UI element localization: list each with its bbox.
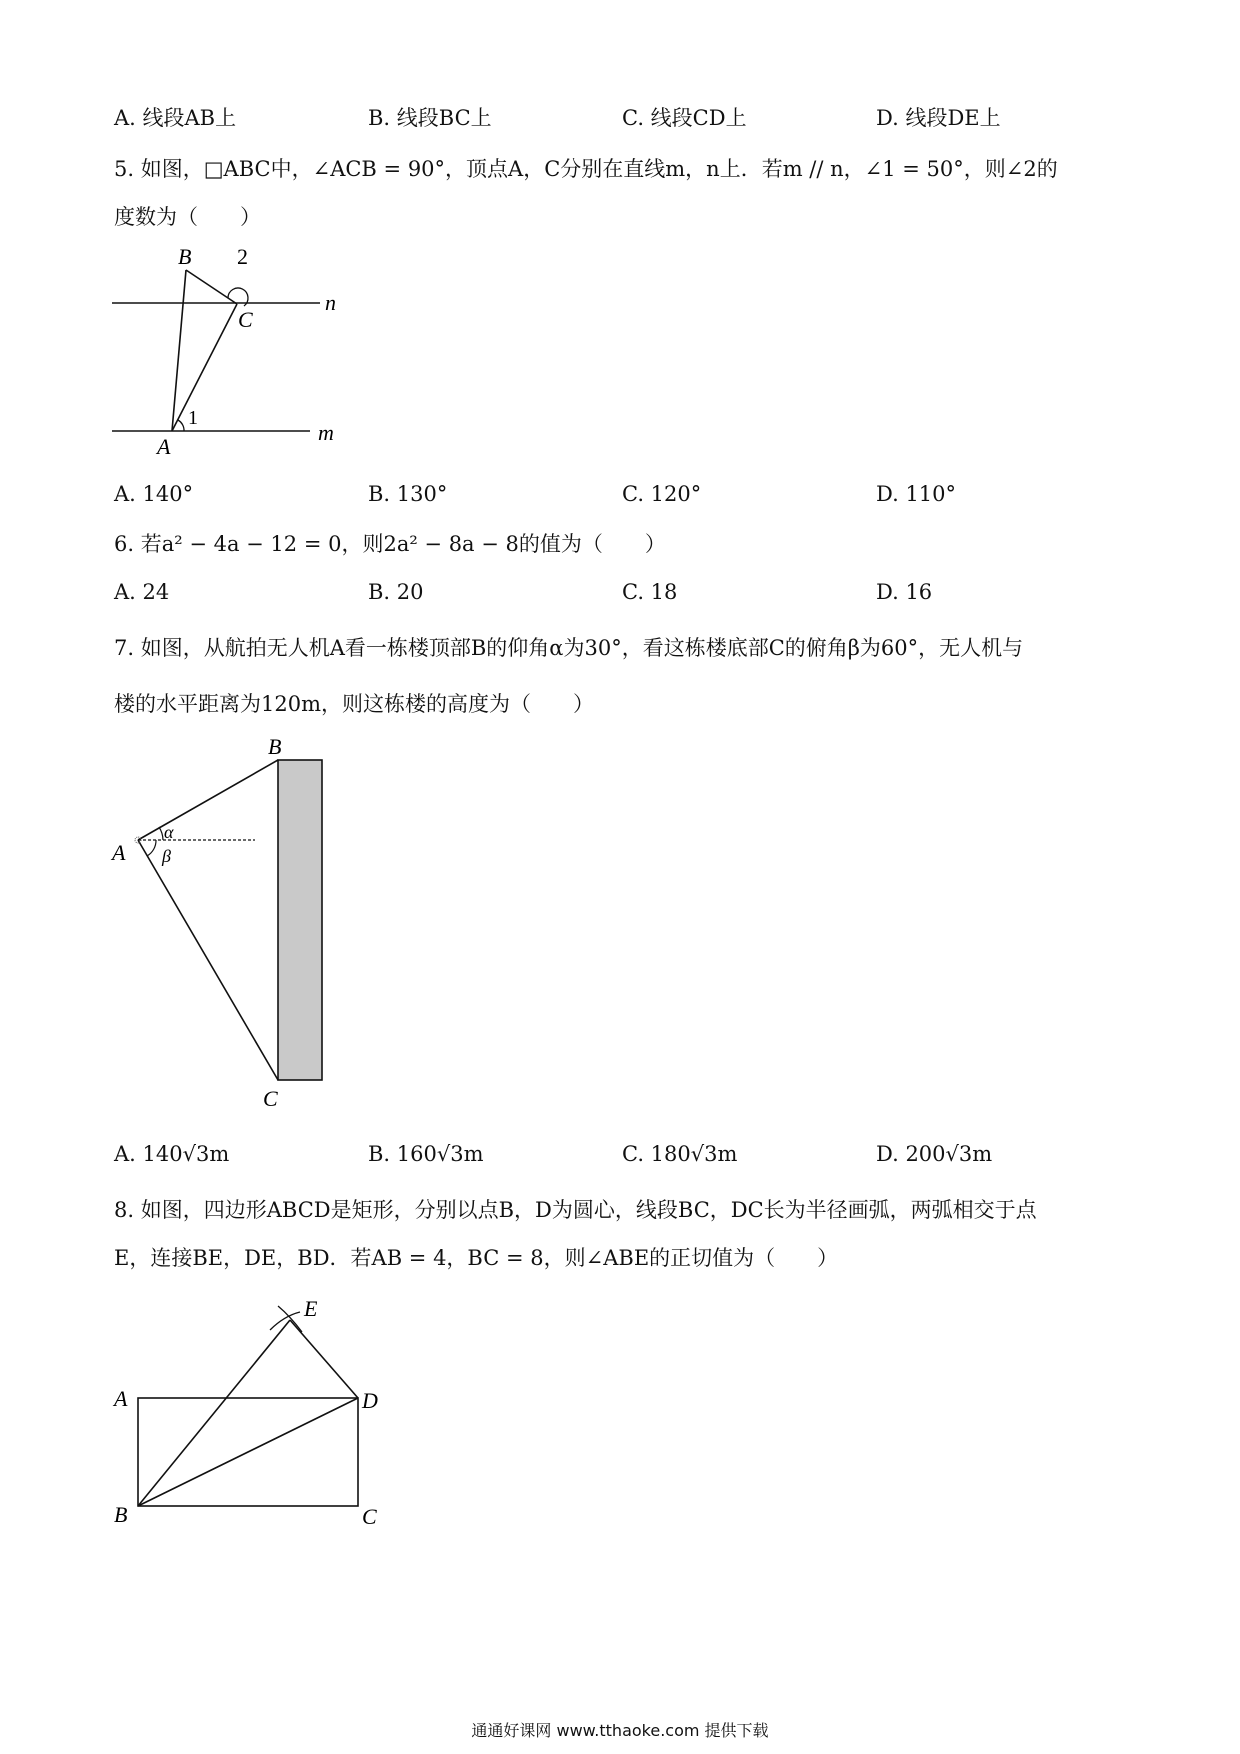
label-n: n [325,290,336,315]
q7-option-a: A. 140√3m [114,1142,230,1166]
q4-option-d: D. 线段DE上 [876,106,1001,130]
label-e: E [304,1296,318,1321]
q4-option-a: A. 线段AB上 [114,106,237,130]
q5-stem-line1: 5. 如图，□ABC中，∠ACB = 90°，顶点A，C分别在直线m，n上．若m // n，∠1 = 50°，则∠2的 [114,157,1058,181]
page-footer: 通通好课网 www.tthaoke.com 提供下载 [471,1721,769,1740]
q5-option-b: B. 130° [368,482,448,506]
label-alpha: α [164,822,174,842]
label-b: B [178,244,192,269]
label-a: A [157,434,171,458]
q6-option-c: C. 18 [622,580,678,604]
q6-stem-line1: 6. 若a² − 4a − 12 = 0，则2a² − 8a − 8的值为（ ） [114,532,666,556]
label-a: A [112,840,126,865]
q5-option-c: C. 120° [622,482,702,506]
q4-option-b: B. 线段BC上 [368,106,492,130]
q7-option-d: D. 200√3m [876,1142,993,1166]
label-a: A [114,1386,128,1411]
label-beta: β [162,846,171,866]
q4-option-c: C. 线段CD上 [622,106,747,130]
angle-alpha-arc [159,827,163,840]
angle-beta-arc [147,840,156,856]
q5-option-a: A. 140° [114,482,194,506]
q5-option-d: D. 110° [876,482,957,506]
q8-figure [100,1290,400,1550]
label-b: B [114,1502,128,1527]
label-c: C [263,1086,278,1111]
q6-option-a: A. 24 [114,580,170,604]
segment-bd [138,1398,358,1506]
q7-stem-line1: 7. 如图，从航拍无人机A看一栋楼顶部B的仰角α为30°，看这栋楼底部C的俯角β为60°，无人机与 [114,636,1024,660]
q8-stem-line1: 8. 如图，四边形ABCD是矩形，分别以点B，D为圆心，线段BC，DC长为半径画弧，两弧相交于点 [114,1198,1037,1222]
segment-bc [186,270,237,304]
q5-stem-line2: 度数为（ ） [114,205,261,229]
angle-1-arc [178,420,184,431]
q7-stem-line2: 楼的水平距离为120m，则这栋楼的高度为（ ） [114,692,594,716]
label-d: D [362,1388,378,1413]
q7-figure [100,730,360,1120]
label-c: C [238,307,253,332]
label-b: B [268,734,282,759]
q7-option-c: C. 180√3m [622,1142,738,1166]
q8-stem-line2: E，连接BE，DE，BD．若AB = 4，BC = 8，则∠ABE的正切值为（ ） [114,1246,839,1270]
segment-be [138,1320,290,1506]
q6-option-b: B. 20 [368,580,424,604]
label-c: C [362,1504,377,1529]
segment-de [290,1320,358,1398]
q6-option-d: D. 16 [876,580,933,604]
building [278,760,322,1080]
q5-figure [100,238,360,458]
arc-from-d [278,1306,302,1332]
label-m: m [318,420,334,445]
sightline-ac [138,840,278,1080]
q7-option-b: B. 160√3m [368,1142,484,1166]
label-angle-2: 2 [237,244,248,269]
label-angle-1: 1 [188,407,198,429]
